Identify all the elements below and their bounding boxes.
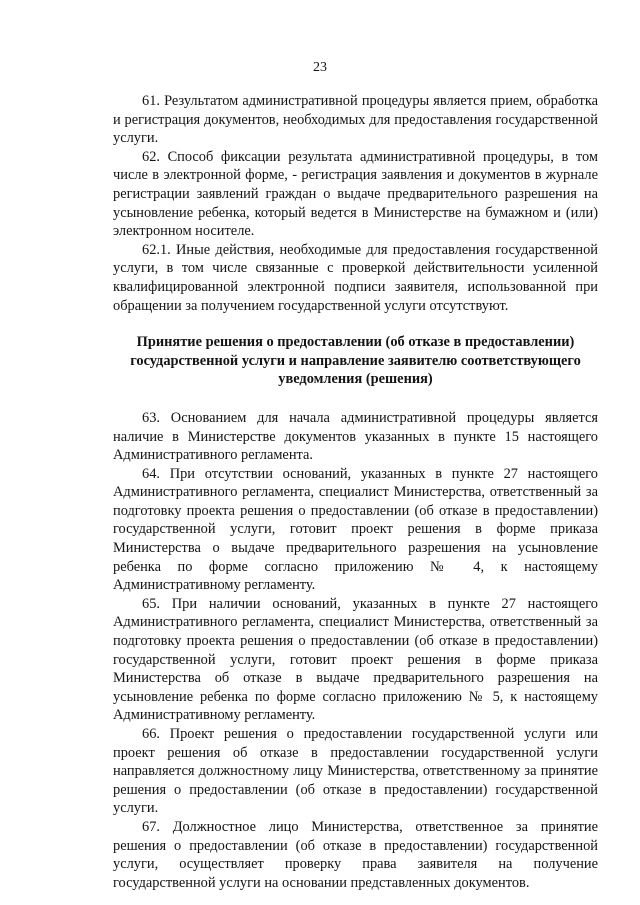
paragraph-64: 64. При отсутствии оснований, указанных в пункте 27 настоящего Административного регламента, специалист Министерства, ответственный за подготовку проекта решения о предоставлении (об отказе в предоставлении) государственной услуги, готовит проект решения в форме приказа Министерства о выдаче предварительного разрешения на усыновление ребенка по форме согласно приложению № 4, к настоящему Административному регламенту. <box>113 465 598 594</box>
paragraph-65: 65. При наличии оснований, указанных в пункте 27 настоящего Административного регламента, специалист Министерства, ответственный за подготовку проекта решения о предоставлении (об отказе в предоставлении) государственной услуги, готовит проект решения в форме приказа Министерства об отказе в выдаче предварительного разрешения на усыновление ребенка по форме согласно приложению № 5, к настоящему Административному регламенту. <box>113 595 598 724</box>
page-number: 23 <box>313 60 327 75</box>
paragraph-61: 61. Результатом административной процедуры является прием, обработка и регистрация документов, необходимых для предоставления государственной услуги. <box>113 93 598 147</box>
section-heading <box>113 333 598 389</box>
paragraph-63: 63. Основанием для начала административной процедуры является наличие в Министерстве документов указанных в пункте 15 настоящего Административного регламента. <box>113 409 598 464</box>
section-heading-line-2: государственной услуги и направление заявителю соответствующего <box>130 352 581 369</box>
paragraph-62: 62. Способ фиксации результата административной процедуры, в том числе в электронной форме, - регистрация заявления и документов в журнале регистрации заявлений граждан о выдаче предварительного разрешения на усыновление ребенка, который ведется в Министерстве на бумажном и (или) электронном носителе. <box>113 148 598 240</box>
section-heading-line-1: Принятие решения о предоставлении (об отказе в предоставлении) <box>136 334 575 351</box>
paragraph-67: 67. Должностное лицо Министерства, ответственное за принятие решения о предоставлении (об отказе в предоставлении) государственной услуги, осуществляет проверку права заявителя на получение государственной услуги на основании представленных документов. <box>113 818 598 891</box>
section-heading-line-3: уведомления (решения) <box>278 371 433 388</box>
document-body <box>113 92 598 892</box>
paragraph-66: 66. Проект решения о предоставлении государственной услуги или проект решения об отказе в предоставлении государственной услуги направляется должностному лицу Министерства, ответственному за принятие решения о предоставлении (об отказе в предоставлении) государственной услуги. <box>113 726 598 817</box>
paragraph-62-1: 62.1. Иные действия, необходимые для предоставления государственной услуги, в том числе связанные с проверкой действительности усиленной квалифицированной электронной подписи заявителя, использованной при обращении за получением государственной услуги отсутствуют. <box>113 241 598 314</box>
